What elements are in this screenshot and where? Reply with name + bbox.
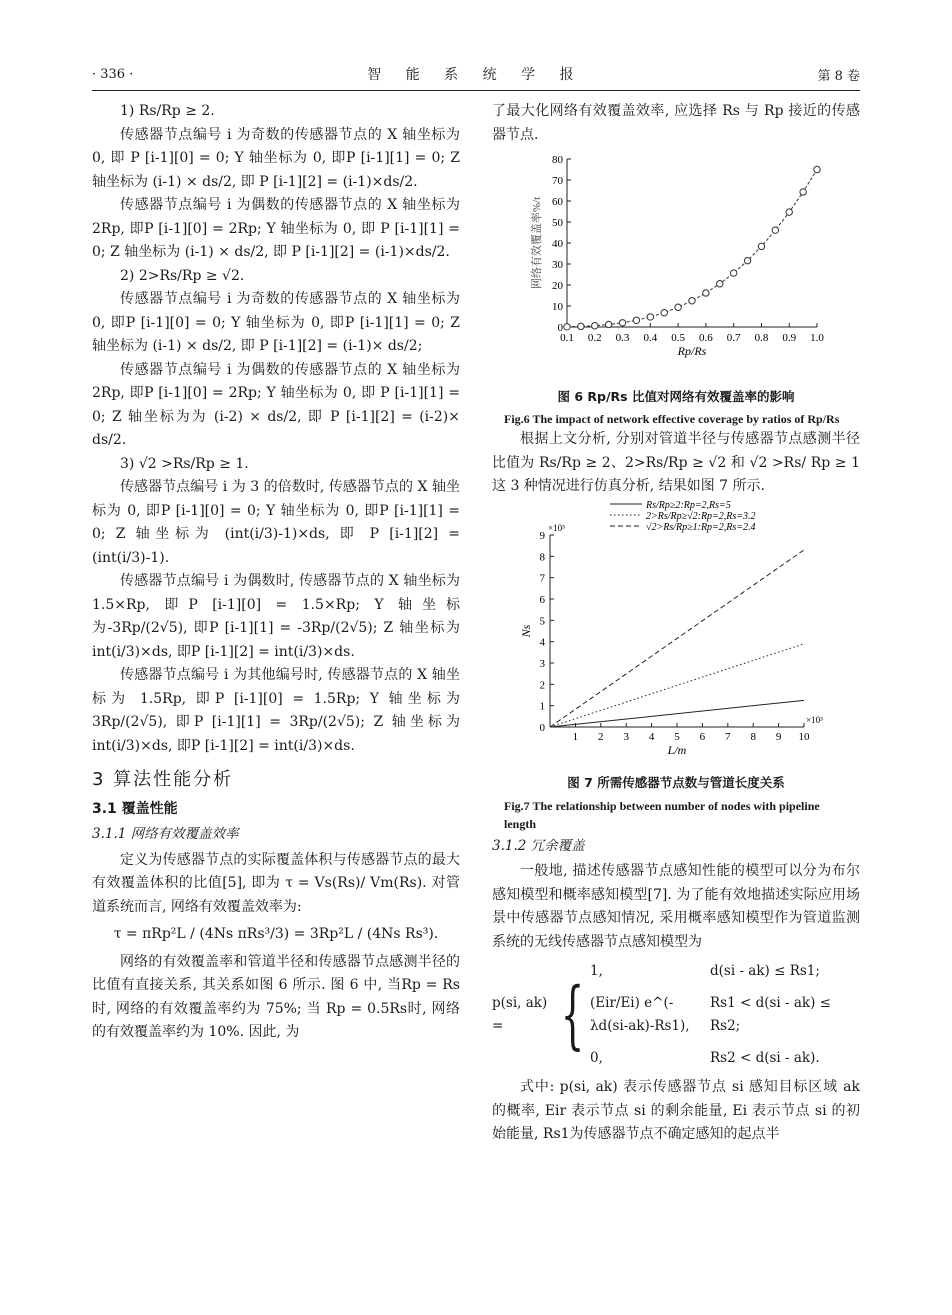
coverage-data-point [730, 270, 736, 276]
x-tick-label: 0.3 [615, 332, 630, 344]
coverage-data-point [564, 324, 570, 330]
coverage-data-point [703, 290, 709, 296]
series-line [550, 549, 804, 726]
page-number: · 336 · [92, 66, 134, 82]
coverage-data-point [786, 209, 792, 215]
x-tick-label: 2 [598, 730, 604, 743]
y-tick-label: 2 [539, 678, 545, 691]
coverage-data-point [689, 298, 695, 304]
case-2-condition: Rs1 < d(si - ak) ≤ Rs2; [710, 994, 831, 1034]
y-multiplier: ×10³ [548, 522, 565, 533]
journal-name: 智 能 系 统 学 报 [367, 67, 584, 83]
x-tick-label: 0.9 [782, 332, 797, 344]
right-column [492, 100, 860, 1147]
case-1-condition: d(si - ak) ≤ Rs1; [710, 963, 820, 979]
y-tick-label: 9 [539, 529, 545, 542]
para-simulation: 根据上文分析, 分别对管道半径与传感器节点感测半径比值为 Rs/Rp ≥ 2、2>Rs/Rp ≥ √2 和 √2 >Rs/ Rp ≥ 1 这 3 种情况进行仿真分析, 结果如图 7 所示. [492, 431, 860, 494]
figure-6-chart [492, 147, 860, 372]
case2-even: 传感器节点编号 i 为偶数的传感器节点的 X 轴坐标为 2Rp, 即P [i-1][0] = 2Rp; Y 轴坐标为 0, 即 P [i-1][1] = 0; Z 轴坐标为为 (i-2) × ds/2, 即 P [i-1][2] = (i-2)× ds/2. [92, 361, 460, 448]
y-tick-label: 0 [539, 721, 545, 734]
x-tick-label: 7 [725, 730, 731, 743]
coverage-data-point [605, 321, 611, 327]
case2-title: 2) 2>Rs/Rp ≥ √2. [120, 267, 245, 284]
case1-even: 传感器节点编号 i 为偶数的传感器节点的 X 轴坐标为 2Rp, 即P [i-1][0] = 2Rp; Y 轴坐标为 0, 即 P [i-1][1] = 0; Z 轴坐标为 (i-1) × ds/2, 即 P [i-1][2] = (i-1)×ds/2. [92, 197, 460, 260]
coverage-data-point [758, 243, 764, 249]
y-tick-label: 80 [552, 154, 563, 166]
case3-mult3: 传感器节点编号 i 为 3 的倍数时, 传感器节点的 X 轴坐标为 0, 即P [i-1][0] = 0; Y 轴坐标为 0, 即P [i-1][1] = 0; Z 轴坐标为 (int(i/3)-1)×ds, 即 P [i-1][2] = (int(i/3)-1). [92, 479, 460, 566]
running-header [92, 62, 860, 86]
piecewise-case-2 [590, 992, 860, 1039]
x-tick-label: 3 [623, 730, 629, 743]
x-tick-label: 10 [798, 730, 810, 743]
x-tick-label: 5 [674, 730, 680, 743]
section-311-title: 3.1.1 网络有效覆盖效率 [92, 826, 239, 842]
case-1-value: 1, [590, 963, 603, 979]
section-3-title: 3 算法性能分析 [92, 769, 234, 790]
volume-label: 第 8 卷 [817, 68, 860, 84]
x-tick-label: 6 [699, 730, 706, 743]
x-tick-label: 1 [572, 730, 579, 743]
para-continued: 了最大化网络有效覆盖效率, 应选择 Rs 与 Rp 接近的传感器节点. [492, 103, 860, 143]
case1-title: 1) Rs/Rp ≥ 2. [120, 103, 215, 119]
x-tick-label: 0.4 [643, 332, 658, 344]
y-tick-label: 0 [557, 322, 563, 334]
y-tick-label: 7 [539, 572, 545, 585]
case1-odd: 传感器节点编号 i 为奇数的传感器节点的 X 轴坐标为 0, 即 P [i-1][0] = 0; Y 轴坐标为 0, 即P [i-1][1] = 0; Z 轴坐标为 (i-1) × ds/2, 即 P [i-1][2] = (i-1)×ds/2. [92, 126, 460, 190]
figure-6-caption-cn: 图 6 Rp/Rs 比值对网络有效覆盖率的影响 [557, 388, 795, 404]
x-tick-label: 8 [750, 730, 756, 743]
section-31-title: 3.1 覆盖性能 [92, 800, 178, 817]
coverage-data-point [647, 314, 653, 320]
coverage-data-point [592, 323, 598, 329]
figure-7-chart [492, 499, 860, 759]
y-tick-label: 1 [539, 700, 545, 713]
figure-7-caption-cn: 图 7 所需传感器节点数与管道长度关系 [567, 775, 785, 790]
coverage-data-point [744, 257, 750, 263]
coverage-data-point [578, 323, 584, 329]
piecewise-brace: { [560, 972, 585, 1058]
case-3-value: 0, [590, 1049, 603, 1066]
y-tick-label: 6 [539, 593, 545, 606]
case-3-condition: Rs2 < d(si - ak). [710, 1049, 820, 1066]
y-tick-label: 40 [552, 238, 563, 250]
x-tick-label: 9 [775, 730, 782, 743]
header-rule [92, 90, 860, 91]
y-axis-label: 网络有效覆盖率%/t [531, 196, 543, 290]
para-definition: 定义为传感器节点的实际覆盖体积与传感器节点的最大有效覆盖体积的比值[5], 即为 τ = Vs(Rs)/ Vm(Rs). 对管道系统而言, 网络有效覆盖效率为: [92, 851, 460, 915]
coverage-data-point [675, 304, 681, 310]
x-tick-label: 1.0 [810, 332, 824, 344]
coverage-data-point [619, 320, 625, 326]
figure-7 [492, 499, 860, 833]
legend-label: Rs/Rp≥2:Rp=2,Rs=5 [646, 499, 731, 511]
para-fig6: 网络的有效覆盖率和管道半径和传感器节点感测半径的比值有直接关系, 其关系如图 6 所示. 图 6 中, 当Rp = Rs时, 网络的有效覆盖率约为 75%; 当 Rp = 0.5Rs时, 网络的有效覆盖率约为 10%. 因此, 为 [92, 953, 460, 1040]
left-column [92, 100, 460, 1045]
y-axis-label: Ns [519, 624, 533, 637]
y-tick-label: 30 [552, 259, 563, 271]
para-redundancy: 一般地, 描述传感器节点感知性能的模型可以分为布尔感知模型和概率感知模型[7]. 为了能有效地描述实际应用场景中传感器节点感知情况, 采用概率感知模型作为管道监测系统的无线传感器节点感知模型为 [492, 863, 860, 950]
para-where: 式中: p(si, ak) 表示传感器节点 si 感知目标区域 ak 的概率, Eir 表示节点 si 的剩余能量, Ei 表示节点 si 的初始能量, Rs1为传感器节点不确定感知的起点半 [492, 1079, 860, 1142]
case3-title: 3) √2 >Rs/Rp ≥ 1. [120, 455, 249, 472]
piecewise-cases [590, 960, 860, 1070]
y-tick-label: 8 [539, 550, 545, 563]
x-tick-label: 0.6 [699, 332, 713, 344]
y-tick-label: 70 [552, 175, 563, 187]
x-tick-label: 0.8 [754, 332, 769, 344]
formula-tau: τ = πRp²L / (4Ns πRs³/3) = 3Rp²L / (4Ns Rs³). [113, 926, 439, 942]
x-tick-label: 4 [648, 730, 655, 743]
coverage-data-point [717, 281, 723, 287]
coverage-data-point [633, 317, 639, 323]
y-tick-label: 10 [552, 301, 563, 313]
coverage-data-point [661, 310, 667, 316]
y-tick-label: 60 [552, 196, 563, 208]
series-line [550, 643, 804, 726]
y-tick-label: 3 [539, 657, 545, 670]
legend-label: √2>Rs/Rp≥1:Rp=2,Rs=2.4 [646, 521, 756, 533]
case2-odd: 传感器节点编号 i 为奇数的传感器节点的 X 轴坐标为 0, 即P [i-1][0] = 0; Y 轴坐标为 0, 即P [i-1][1] = 0; Z 轴坐标为 (i-1) × ds/2, 即 P [i-1][2] = (i-1)× ds/2; [92, 291, 460, 354]
figure-7-caption-en: Fig.7 The relationship between number of nodes with pipeline length [504, 798, 820, 831]
x-tick-label: 0.2 [587, 332, 602, 344]
y-tick-label: 20 [552, 280, 563, 292]
figure-6 [492, 147, 860, 428]
y-tick-label: 5 [539, 614, 545, 627]
piecewise-formula [492, 960, 860, 1070]
legend-label: 2>Rs/Rp≥√2:Rp=2,Rs=3.2 [646, 510, 756, 522]
x-axis-label: Rp/Rs [677, 344, 707, 358]
x-tick-label: 0.5 [671, 332, 685, 344]
figure-6-caption-en: Fig.6 The impact of network effective coverage by ratios of Rp/Rs [504, 412, 840, 426]
coverage-data-point [772, 227, 778, 233]
y-tick-label: 4 [539, 636, 545, 649]
section-312-title: 3.1.2 冗余覆盖 [492, 837, 585, 854]
case-2-value: (Eir/Ei) e^(-λd(si-ak)-Rs1), [590, 994, 690, 1034]
x-tick-label: 0.7 [726, 332, 741, 344]
piecewise-lhs: p(si, ak) = [492, 994, 548, 1034]
piecewise-case-3 [590, 1047, 860, 1071]
y-tick-label: 50 [552, 217, 563, 229]
piecewise-case-1 [590, 960, 860, 984]
coverage-data-point [800, 189, 806, 195]
x-multiplier: ×10³ [806, 714, 823, 725]
coverage-data-point [814, 166, 820, 172]
case3-even: 传感器节点编号 i 为偶数时, 传感器节点的 X 轴坐标为 1.5×Rp, 即P [i-1][0] = 1.5×Rp; Y 轴坐标为-3Rp/(2√5), 即P [i-1][1] = -3Rp/(2√5); Z 轴坐标为 int(i/3)×ds, 即P [i-1][2] = int(i/3)×ds. [92, 573, 460, 660]
x-tick-label: 0.1 [560, 332, 574, 344]
x-axis-label: L/m [667, 742, 687, 757]
case3-other: 传感器节点编号 i 为其他编号时, 传感器节点的 X 轴坐标为 1.5Rp, 即P [i-1][0] = 1.5Rp; Y 轴坐标为 3Rp/(2√5), 即P [i-1][1] = 3Rp/(2√5); Z 轴坐标为 int(i/3)×ds, 即P [i-1][2] = int(i/3)×ds. [92, 667, 460, 754]
